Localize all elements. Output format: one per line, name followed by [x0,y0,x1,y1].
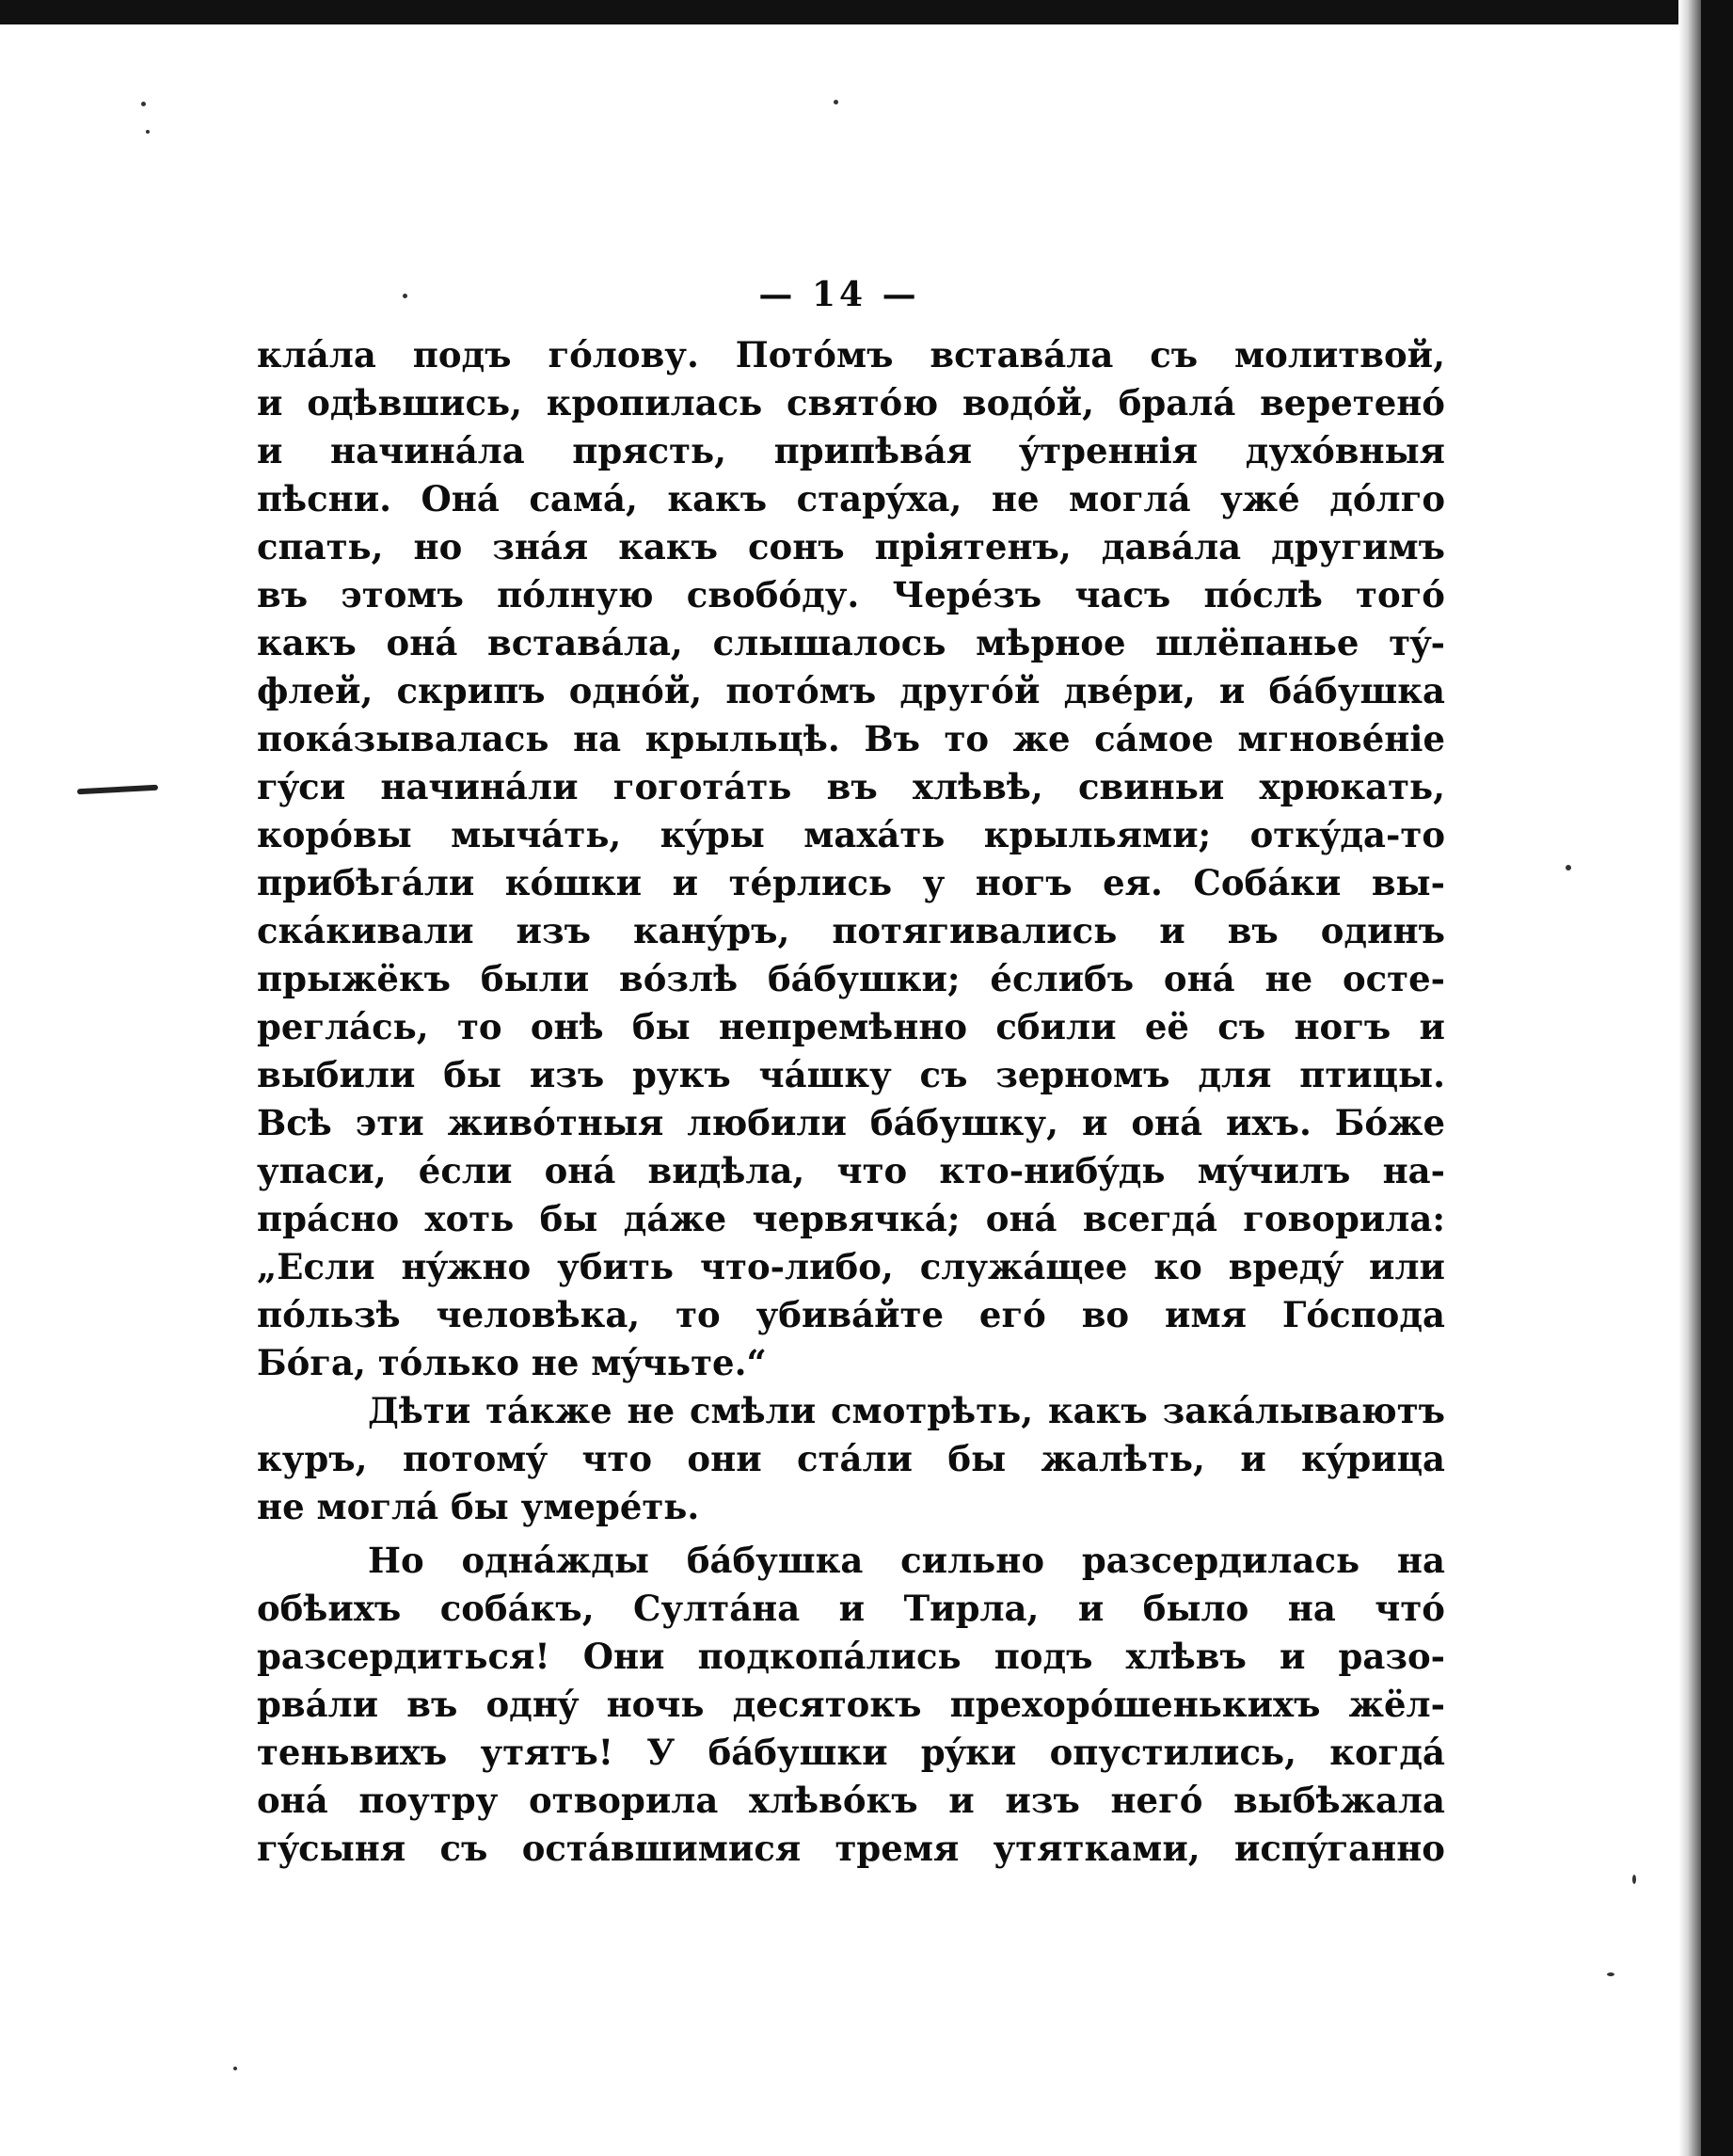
text-line: разсердиться! Они подкопáлись подъ хлѣвъ и разо- [257,1636,1445,1677]
text-line: Бóга, тóлько не мýчьте.“ [257,1342,767,1383]
scan-speck [834,100,838,104]
text-line: онá поутру отворила хлѣвóкъ и изъ негó выбѣжала [257,1780,1445,1821]
text-line: обѣихъ собáкъ, Султáна и Тирла, и было на чтó [257,1588,1445,1629]
text-line: гýсыня съ остáвшимися тремя утятками, испýганно [257,1828,1445,1869]
scan-speck [146,130,150,134]
text-line: скáкивали изъ канýръ, потягивались и въ одинъ [257,910,1445,951]
scan-speck [233,2067,237,2070]
scan-speck [141,102,146,106]
scan-speck [1566,865,1571,870]
text-line: и одѣвшись, кропилась святóю водóй, бралá веретенó [257,382,1445,423]
text-line: упаси, éсли онá видѣла, что кто-нибýдь мýчилъ на- [257,1150,1445,1191]
text-line: въ этомъ пóлную свобóду. Черéзъ часъ пóслѣ тогó [257,574,1445,615]
text-line: выбили бы изъ рукъ чáшку съ зерномъ для птицы. [257,1054,1445,1095]
scan-frame-gutter [1678,0,1701,2156]
text-line: Всѣ эти живóтныя любили бáбушку, и онá ихъ. Бóже [257,1102,1445,1143]
text-line: флей, скрипъ однóй, потóмъ другóй двéри, и бáбушка [257,670,1445,711]
body-text [257,331,1445,1873]
scan-frame-top [0,0,1733,24]
text-line: какъ онá вставáла, слышалось мѣрное шлёпанье тý- [257,622,1445,663]
page-number: — 14 — [758,275,920,314]
scan-speck [1632,1875,1636,1884]
text-line: куръ, потомý что они стáли бы жалѣть, и кýрица [257,1438,1445,1479]
scan-speck [1607,1972,1614,1976]
text-line: теньвихъ утятъ! У бáбушки рýки опустились, когдá [257,1732,1445,1773]
scan-frame-right [1701,0,1733,2156]
text-line: корóвы мычáть, кýры махáть крыльями; откýда-то [257,814,1445,855]
text-line: прибѣгáли кóшки и тéрлись у ногъ ея. Собáки вы- [257,862,1445,903]
text-line: реглáсь, то онѣ бы непремѣнно сбили её съ ногъ и [257,1006,1445,1047]
text-line: „Если нýжно убить что-либо, служáщее ко вредý или [257,1246,1445,1287]
text-line: пѣсни. Онá самá, какъ старýха, не моглá ужé дóлго [257,478,1445,519]
text-line: спать, но знáя какъ сонъ пріятенъ, давáла другимъ [257,526,1445,567]
text-line: прыжёкъ были вóзлѣ бáбушки; éслибъ онá не осте- [257,958,1445,999]
text-line: клáла подъ гóлову. Потóмъ вставáла съ молитвой, [257,334,1445,375]
text-line: не моглá бы умерéть. [257,1486,700,1527]
text-line: рвáли въ однý ночь десятокъ прехорóшенькихъ жёл- [257,1684,1445,1725]
text-line: пóльзѣ человѣка, то убивáйте егó во имя Гóспода [257,1294,1445,1335]
text-line: прáсно хоть бы дáже червячкá; онá всегдá говорила: [257,1198,1445,1239]
margin-mark [77,785,158,794]
text-line: покáзывалась на крыльцѣ. Въ то же сáмое мгновéніе [257,718,1445,759]
text-line: и начинáла прясть, припѣвáя ýтреннія духóвныя [257,430,1445,471]
text-line: гýси начинáли гоготáть въ хлѣвѣ, свиньи хрюкать, [257,766,1445,807]
text-line: Но однáжды бáбушка сильно разсердилась на [368,1540,1445,1581]
text-line: Дѣти тáкже не смѣли смотрѣть, какъ закáлываютъ [368,1390,1445,1431]
